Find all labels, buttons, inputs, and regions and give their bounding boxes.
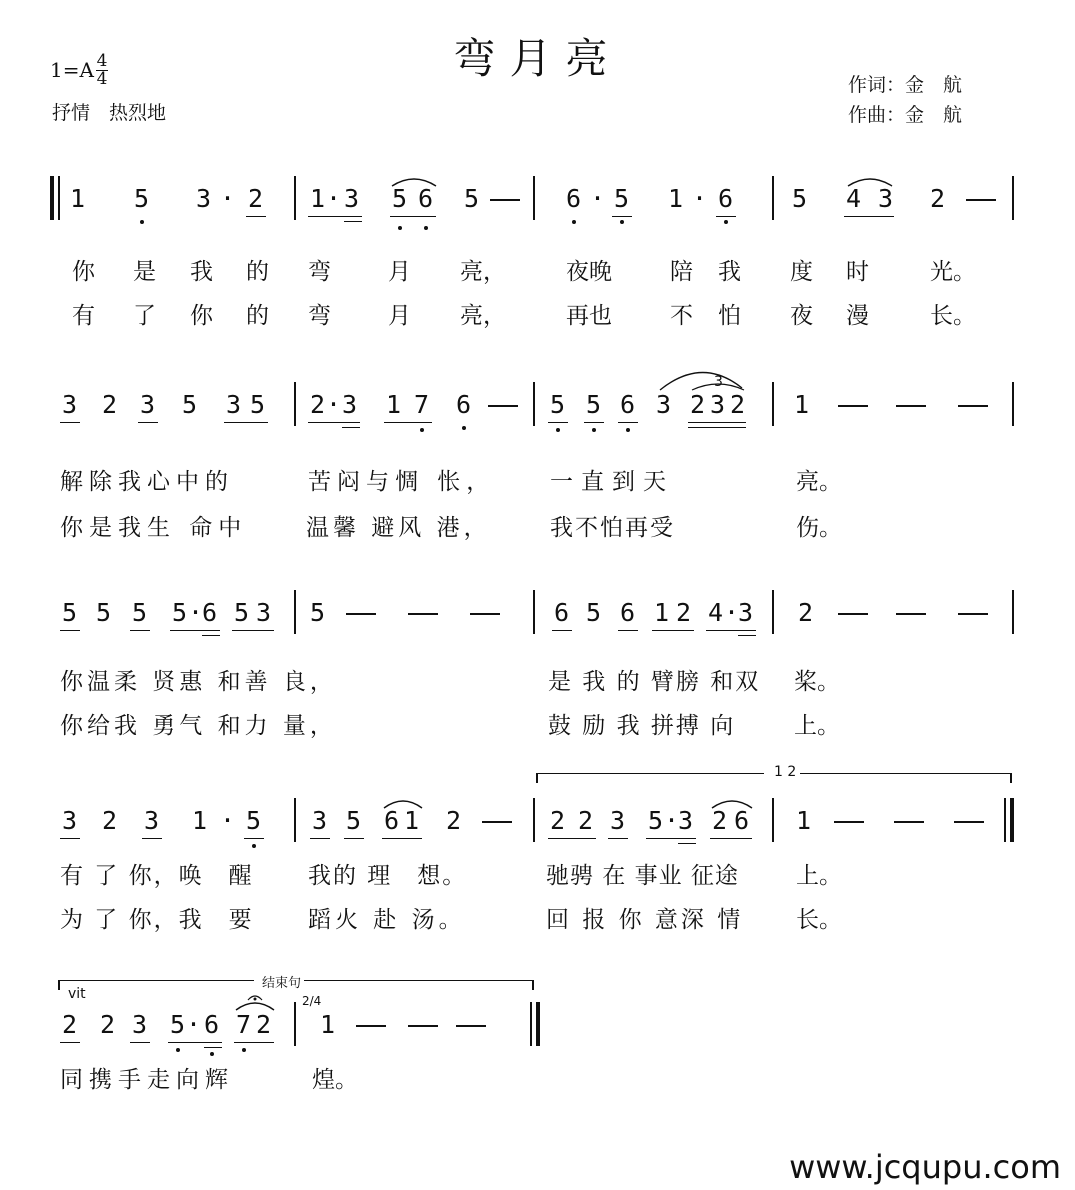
note: 2: [62, 1010, 78, 1039]
note: 5: [464, 184, 480, 213]
lyrics-row-4: [0, 862, 1075, 942]
note: 4: [846, 184, 862, 213]
note-dot: ·: [326, 184, 342, 213]
note: 5: [62, 598, 78, 627]
ending-bracket: [58, 972, 534, 1000]
lyric: 夜: [790, 303, 813, 329]
note: 5: [614, 184, 630, 213]
note: 3: [312, 806, 328, 835]
slur: [382, 796, 424, 810]
lyric: 驰骋 在 事业 征途: [546, 863, 739, 889]
lyric: 同携手走向辉: [60, 1067, 234, 1093]
volta-label: 1 2: [774, 764, 797, 780]
note-dot: ·: [590, 184, 606, 213]
lyric: 再也: [566, 303, 612, 329]
lyric: 你: [190, 303, 213, 329]
note: 5: [550, 390, 566, 419]
lyric: 一直到天: [550, 469, 674, 495]
note-dot: ·: [220, 184, 236, 213]
lyric: 是 我 的 臂膀 和双: [548, 669, 761, 695]
note: 7: [236, 1010, 252, 1039]
note: 6: [620, 390, 636, 419]
time-signature-top: 4: [96, 51, 108, 71]
lyric: 有: [72, 303, 95, 329]
note: 3: [342, 390, 358, 419]
note-dot: ·: [326, 390, 342, 419]
note: 2: [730, 390, 746, 419]
note-dot: ·: [220, 806, 236, 835]
lyric: 的: [246, 259, 269, 285]
note: 1: [70, 184, 86, 213]
slur: [390, 174, 438, 188]
lyric: 为 了 你，我 要: [60, 907, 254, 933]
note: 3: [62, 390, 78, 419]
note: 2: [930, 184, 946, 213]
note: 5: [234, 598, 250, 627]
site-watermark: www.jcqupu.com: [789, 1148, 1061, 1186]
note: 6: [718, 184, 734, 213]
note: 2: [102, 390, 118, 419]
lyric: 弯: [308, 303, 331, 329]
note: 5: [96, 598, 112, 627]
note: 2: [798, 598, 814, 627]
ending-label: 结束句: [262, 976, 302, 991]
note: 2: [690, 390, 706, 419]
note-dot: ·: [724, 598, 740, 627]
score-row-4: [0, 796, 1075, 850]
note: 3: [140, 390, 156, 419]
note: 6: [418, 184, 434, 213]
lyric: 月: [388, 303, 411, 329]
lyric: 不: [670, 303, 693, 329]
note: 3: [132, 1010, 148, 1039]
lyrics-row-3: [0, 668, 1075, 748]
note: 1: [310, 184, 326, 213]
score-row-3: [0, 588, 1075, 642]
note: 2: [550, 806, 566, 835]
triplet-label: 3: [714, 374, 723, 390]
time-signature: [96, 53, 108, 88]
lyrics-row-5: [0, 1066, 1075, 1106]
note: 2: [102, 806, 118, 835]
lyric: 蹈火 赴 汤。: [308, 907, 466, 933]
note: 6: [620, 598, 636, 627]
lyric: 回 报 你 意深 情: [546, 907, 744, 933]
lyric: 了: [133, 303, 156, 329]
lyric: 解除我心中的: [60, 469, 234, 495]
lyricist-credit: 作词：金 航: [848, 74, 963, 96]
lyric: 弯: [308, 259, 331, 285]
slur: [710, 796, 754, 810]
note: 5: [172, 598, 188, 627]
note: 1: [668, 184, 684, 213]
lyric: 的: [246, 303, 269, 329]
lyric: 桨。: [794, 669, 840, 695]
lyric: 伤。: [796, 515, 842, 541]
note: 2: [676, 598, 692, 627]
note: 3: [678, 806, 694, 835]
lyric: 长。: [930, 303, 976, 329]
note: 6: [204, 1010, 220, 1039]
note: 1: [654, 598, 670, 627]
note: 3: [62, 806, 78, 835]
note: 3: [144, 806, 160, 835]
note: 1: [404, 806, 420, 835]
note: 6: [456, 390, 472, 419]
lyric: 温馨 避风 港，: [306, 515, 491, 541]
note-dot: ·: [692, 184, 708, 213]
lyrics-row-1: [0, 258, 1075, 338]
note: 3: [656, 390, 672, 419]
composer-credit: 作曲：金 航: [848, 104, 963, 126]
note: 1: [386, 390, 402, 419]
lyric: 我不怕再受: [550, 515, 675, 541]
note: 5: [392, 184, 408, 213]
note: 2: [578, 806, 594, 835]
time-signature-bottom: 4: [96, 69, 108, 89]
note: 5: [792, 184, 808, 213]
lyric: 上。: [796, 863, 842, 889]
lyric: 光。: [930, 259, 976, 285]
lyric: 你是我生 命中: [60, 515, 248, 541]
lyric: 度: [790, 259, 813, 285]
note: 5: [310, 598, 326, 627]
lyric: 鼓 励 我 拼搏 向: [548, 713, 736, 739]
lyric: 我: [718, 259, 741, 285]
score-row-2: [0, 374, 1075, 436]
note: 1: [794, 390, 810, 419]
note: 2: [248, 184, 264, 213]
note: 5: [648, 806, 664, 835]
lyric: 亮。: [796, 469, 842, 495]
lyric: 亮，: [460, 259, 506, 285]
lyric: 你: [72, 259, 95, 285]
note: 3: [226, 390, 242, 419]
note: 5: [250, 390, 266, 419]
note: 3: [738, 598, 754, 627]
note: 5: [246, 806, 262, 835]
note: 7: [414, 390, 430, 419]
note: 2: [100, 1010, 116, 1039]
lyric: 陪: [670, 259, 693, 285]
lyric: 怕: [718, 303, 741, 329]
fermata-slur: [234, 992, 276, 1012]
note: 1: [796, 806, 812, 835]
lyric: 时: [846, 259, 869, 285]
song-title: 弯月亮: [453, 34, 622, 83]
note: 5: [170, 1010, 186, 1039]
note: 6: [384, 806, 400, 835]
note: 3: [256, 598, 272, 627]
note: 3: [610, 806, 626, 835]
note: 3: [344, 184, 360, 213]
meter-change: 2/4: [302, 994, 322, 1008]
note: 5: [586, 390, 602, 419]
lyric: 我: [190, 259, 213, 285]
tempo-marking: 抒情 热烈地: [52, 102, 167, 124]
lyric: 亮，: [460, 303, 506, 329]
vit-marking: vit: [68, 986, 86, 1002]
note: 3: [196, 184, 212, 213]
note: 6: [734, 806, 750, 835]
note: 4: [708, 598, 724, 627]
lyric: 长。: [796, 907, 842, 933]
lyric: 上。: [794, 713, 840, 739]
note: 5: [134, 184, 150, 213]
lyric: 你给我 勇气 和力 量，: [60, 713, 337, 739]
note-dot: ·: [664, 806, 680, 835]
note: 3: [878, 184, 894, 213]
lyric: 是: [133, 259, 156, 285]
note: 3: [710, 390, 726, 419]
lyric: 你温柔 贤惠 和善 良，: [60, 669, 337, 695]
note: 5: [132, 598, 148, 627]
note: 6: [202, 598, 218, 627]
lyric: 我的 理 想。: [308, 863, 468, 889]
note-dot: ·: [188, 598, 204, 627]
slur: [846, 174, 894, 188]
note: 5: [182, 390, 198, 419]
lyric: 有 了 你，唤 醒: [60, 863, 254, 889]
note: 2: [446, 806, 462, 835]
score-row-1: [0, 174, 1075, 224]
lyric: 煌。: [312, 1067, 358, 1093]
volta-bracket: [536, 766, 1012, 782]
lyric: 漫: [846, 303, 869, 329]
lyrics-row-2: [0, 468, 1075, 548]
note: 2: [712, 806, 728, 835]
lyric: 夜晚: [566, 259, 612, 285]
key-signature: 1=A: [50, 58, 94, 82]
note: 6: [566, 184, 582, 213]
note: 5: [586, 598, 602, 627]
lyric: 月: [388, 259, 411, 285]
note: 5: [346, 806, 362, 835]
note: 2: [256, 1010, 272, 1039]
lyric: 苦闷与惆 怅，: [308, 469, 496, 495]
note: 1: [320, 1010, 336, 1039]
note: 1: [192, 806, 208, 835]
note-dot: ·: [186, 1010, 202, 1039]
note: 6: [554, 598, 570, 627]
note: 2: [310, 390, 326, 419]
